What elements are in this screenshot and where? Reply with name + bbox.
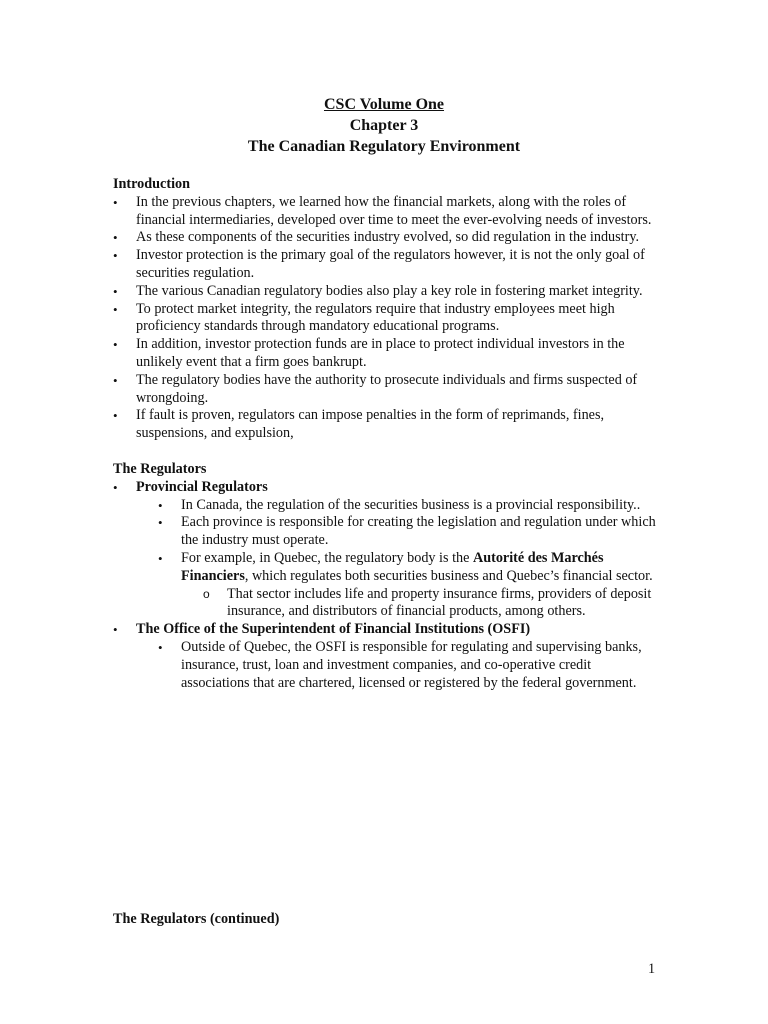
chapter-subtitle: The Canadian Regulatory Environment <box>247 138 521 155</box>
page-number: 1 <box>648 961 656 977</box>
quebec-sublist <box>203 586 658 622</box>
list-item: • Investor protection is the primary goal of the regulators however, it is not the only goal of securities regulation. <box>113 247 658 283</box>
list-item: • In Canada, the regulation of the securities business is a provincial responsibility.. <box>158 497 658 515</box>
list-item: • The various Canadian regulatory bodies also play a key role in fostering market integrity. <box>113 283 658 301</box>
provincial-sublist <box>158 497 658 622</box>
introduction-list <box>113 194 658 443</box>
title-block <box>0 94 768 157</box>
list-item: • Each province is responsible for creating the legislation and regulation under which the industry must operate. <box>158 514 658 550</box>
amf-name: Autorité des Marchés Financiers <box>181 549 604 584</box>
list-item: • To protect market integrity, the regulators require that industry employees meet high proficiency standards through mandatory educational programs. <box>113 301 658 337</box>
provincial-regulators-item <box>113 479 658 621</box>
osfi-item <box>113 621 658 692</box>
quebec-text-pre: For example, in Quebec, the regulatory body is the <box>181 549 473 566</box>
quebec-text-post: , which regulates both securities business and Quebec’s financial sector. <box>244 567 653 584</box>
osfi-label: The Office of the Superintendent of Financial Institutions (OSFI) <box>136 621 531 638</box>
list-item: • In the previous chapters, we learned how the financial markets, along with the roles of financial intermediaries, developed over time to meet the ever-evolving needs of investors. <box>113 194 658 230</box>
list-item: • As these components of the securities industry evolved, so did regulation in the industry. <box>113 229 658 247</box>
provincial-regulators-label: Provincial Regulators <box>136 478 268 495</box>
introduction-heading: Introduction <box>113 176 190 192</box>
list-item: • If fault is proven, regulators can impose penalties in the form of reprimands, fines, suspensions, and expulsion, <box>113 407 658 443</box>
regulators-heading: The Regulators <box>113 460 207 477</box>
chapter-title: Chapter 3 <box>349 117 419 134</box>
regulators-continued-heading: The Regulators (continued) <box>113 911 280 927</box>
document-body <box>113 176 658 692</box>
list-item: • Outside of Quebec, the OSFI is responsible for regulating and supervising banks, insurance, trust, loan and investment companies, and co-operative credit associations that are chartered, licensed or registered by the federal government. <box>158 639 658 692</box>
osfi-sublist <box>158 639 658 692</box>
volume-title: CSC Volume One <box>323 96 445 113</box>
list-item: • The regulatory bodies have the authority to prosecute individuals and firms suspected of wrongdoing. <box>113 372 658 408</box>
list-item: • In addition, investor protection funds are in place to protect individual investors in the unlikely event that a firm goes bankrupt. <box>113 336 658 372</box>
list-item <box>158 550 658 621</box>
list-item: o That sector includes life and property insurance firms, providers of deposit insurance, and distributors of financial products, among others. <box>203 586 658 622</box>
regulators-list <box>113 479 658 693</box>
